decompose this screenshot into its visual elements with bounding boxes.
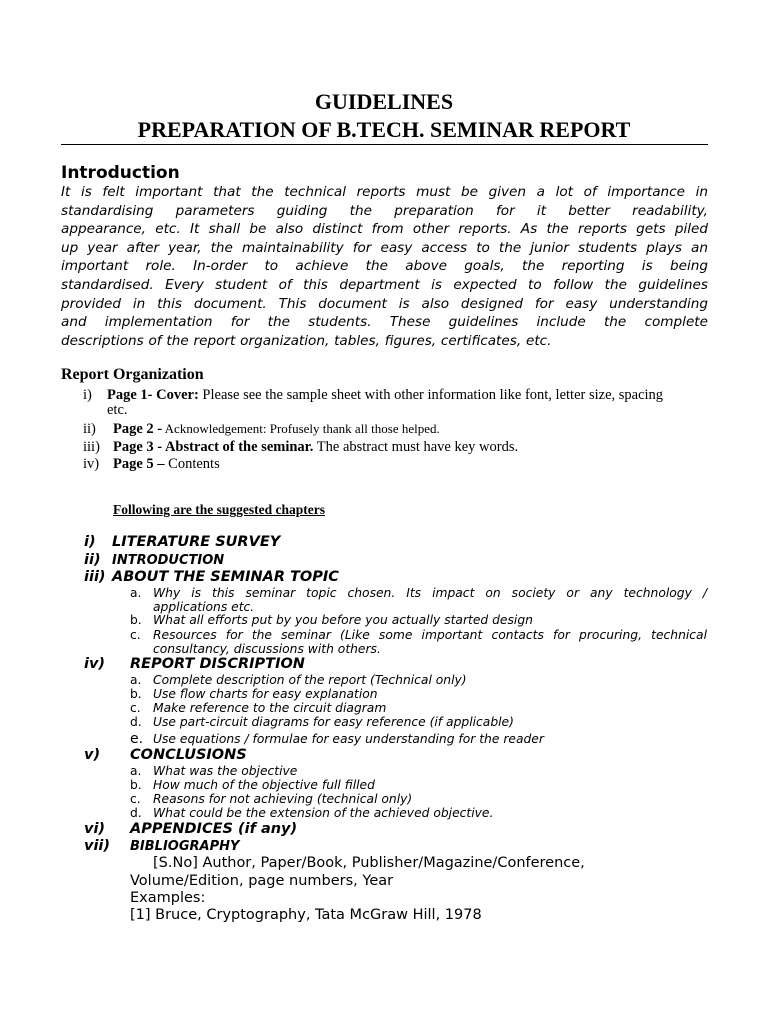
intro-line: descriptions of the report organization, tables, figures, certificates, etc. bbox=[61, 332, 552, 349]
sub-item bbox=[130, 807, 707, 821]
sub-item bbox=[130, 629, 707, 657]
intro-line: standardised. Every student of this department is expected to follow the guidelines bbox=[61, 276, 708, 293]
chapter-about-seminar-topic bbox=[84, 569, 339, 585]
sub-item-text-continued: applications etc. bbox=[153, 599, 255, 614]
org-item-text: Acknowledgement: Profusely thank all those helped. bbox=[162, 421, 440, 436]
org-item-3 bbox=[83, 439, 519, 455]
chapter-title: BIBLIOGRAPHY bbox=[130, 839, 240, 854]
bibliography-examples-label: Examples: bbox=[130, 890, 206, 906]
org-item-number: iv) bbox=[83, 456, 100, 472]
sub-item-text: Resources for the seminar (Like some important contacts for procuring, technical bbox=[153, 628, 707, 642]
sub-item-letter: c. bbox=[130, 792, 141, 806]
org-item-1 bbox=[83, 387, 664, 403]
sub-item-letter: b. bbox=[130, 778, 142, 792]
org-item-4 bbox=[83, 456, 220, 472]
intro-line: important role. In-order to achieve the above goals, the reporting is being bbox=[61, 258, 708, 275]
sub-item bbox=[130, 614, 707, 628]
title-guidelines: GUIDELINES bbox=[314, 89, 454, 114]
sub-item bbox=[130, 765, 707, 779]
sub-item-text: How much of the objective full filled bbox=[153, 778, 375, 792]
chapter-number: iii) bbox=[84, 569, 106, 585]
sub-item-letter: a. bbox=[130, 586, 142, 600]
chapter-title: REPORT DISCRIPTION bbox=[130, 656, 305, 672]
org-item-text: Contents bbox=[164, 456, 220, 472]
chapter-bibliography bbox=[84, 838, 239, 854]
chapter-number: iv) bbox=[84, 656, 106, 672]
bibliography-format-line-1: [S.No] Author, Paper/Book, Publisher/Magazine/Conference, bbox=[153, 855, 585, 871]
chapter-number: v) bbox=[84, 747, 101, 763]
chapter-title: LITERATURE SURVEY bbox=[112, 534, 281, 550]
intro-line: up year after year, the maintainability for easy access to the junior students plays an bbox=[61, 239, 708, 256]
intro-line: standardising parameters guiding the preparation for it better readability, bbox=[61, 202, 708, 219]
intro-line: It is felt important that the technical reports must be given a lot of importance in bbox=[61, 184, 708, 200]
chapter-title: APPENDICES (if any) bbox=[130, 821, 298, 837]
org-item-bold: Page 5 – bbox=[113, 456, 165, 472]
chapter-title: CONCLUSIONS bbox=[130, 747, 247, 763]
sub-item-text: Use part-circuit diagrams for easy reference (if applicable) bbox=[153, 715, 514, 729]
org-item-number: i) bbox=[83, 387, 92, 403]
sub-item-text: What all efforts put by you before you actually started design bbox=[153, 613, 533, 627]
sub-item-letter: b. bbox=[130, 613, 142, 627]
sub-item-letter: d. bbox=[130, 806, 142, 820]
sub-item-letter: a. bbox=[130, 764, 142, 778]
chapter-number: i) bbox=[84, 534, 96, 550]
org-item-2 bbox=[83, 421, 440, 437]
chapter-number: vi) bbox=[84, 821, 106, 837]
chapter-introduction bbox=[84, 552, 224, 568]
sub-item-letter: a. bbox=[130, 673, 142, 687]
chapter-appendices bbox=[84, 821, 297, 837]
chapter-conclusions bbox=[84, 747, 247, 763]
sub-item-text: What could be the extension of the achieved objective. bbox=[153, 806, 494, 820]
org-item-bold: Page 1- Cover: bbox=[107, 387, 199, 403]
sub-item-letter: e. bbox=[130, 731, 144, 747]
suggested-chapters-heading: Following are the suggested chapters bbox=[113, 502, 325, 517]
sub-item-letter: c. bbox=[130, 701, 141, 715]
chapter-title: INTRODUCTION bbox=[112, 553, 225, 568]
sub-item-text: What was the objective bbox=[153, 764, 298, 778]
sub-item bbox=[130, 716, 707, 730]
chapter-report-description bbox=[84, 656, 305, 672]
org-item-text: Please see the sample sheet with other information like font, letter size, spacing bbox=[198, 387, 664, 403]
title-preparation: PREPARATION OF B.TECH. SEMINAR REPORT bbox=[137, 117, 631, 142]
org-item-text: The abstract must have key words. bbox=[313, 439, 519, 455]
sub-item bbox=[130, 674, 707, 688]
sub-item bbox=[130, 793, 707, 807]
bibliography-example-1: [1] Bruce, Cryptography, Tata McGraw Hill, 1978 bbox=[130, 907, 482, 923]
chapter-literature-survey bbox=[84, 534, 280, 550]
org-item-number: iii) bbox=[83, 439, 100, 455]
sub-item-letter: c. bbox=[130, 628, 141, 642]
introduction-paragraph bbox=[61, 183, 708, 350]
sub-item-text: Complete description of the report (Technical only) bbox=[153, 673, 467, 687]
sub-item-text-continued: consultancy, discussions with others. bbox=[153, 641, 381, 656]
sub-item-text: Reasons for not achieving (technical only) bbox=[153, 792, 413, 806]
sub-item-letter: b. bbox=[130, 687, 142, 701]
org-item-number: ii) bbox=[83, 421, 96, 437]
sub-item bbox=[130, 779, 707, 793]
sub-item-text: Why is this seminar topic chosen. Its impact on society or any technology / bbox=[153, 586, 707, 600]
org-item-bold: Page 2 - bbox=[113, 421, 163, 437]
introduction-heading: Introduction bbox=[61, 163, 180, 183]
sub-item-text: Make reference to the circuit diagram bbox=[153, 701, 387, 715]
sub-item-text: Use equations / formulae for easy understanding for the reader bbox=[153, 732, 544, 746]
intro-line: appearance, etc. It shall be also distinct from other reports. As the reports gets piled bbox=[61, 221, 708, 238]
sub-item bbox=[130, 688, 707, 702]
sub-item bbox=[130, 702, 707, 716]
intro-line: and implementation for the students. These guidelines include the complete bbox=[61, 314, 708, 331]
chapter-title: ABOUT THE SEMINAR TOPIC bbox=[112, 569, 339, 585]
chapter-number: vii) bbox=[84, 838, 111, 854]
report-organization-heading: Report Organization bbox=[61, 366, 204, 383]
title-divider bbox=[61, 144, 708, 145]
sub-item bbox=[130, 587, 707, 615]
sub-item bbox=[130, 733, 707, 747]
sub-item-letter: d. bbox=[130, 715, 142, 729]
chapter-number: ii) bbox=[84, 552, 101, 568]
sub-item-text: Use flow charts for easy explanation bbox=[153, 687, 378, 701]
org-item-1-continuation: etc. bbox=[107, 402, 128, 418]
bibliography-format-line-2: Volume/Edition, page numbers, Year bbox=[130, 873, 394, 889]
org-item-bold: Page 3 - Abstract of the seminar. bbox=[113, 439, 314, 455]
intro-line: provided in this document. This document is also designed for easy understanding bbox=[61, 295, 708, 312]
